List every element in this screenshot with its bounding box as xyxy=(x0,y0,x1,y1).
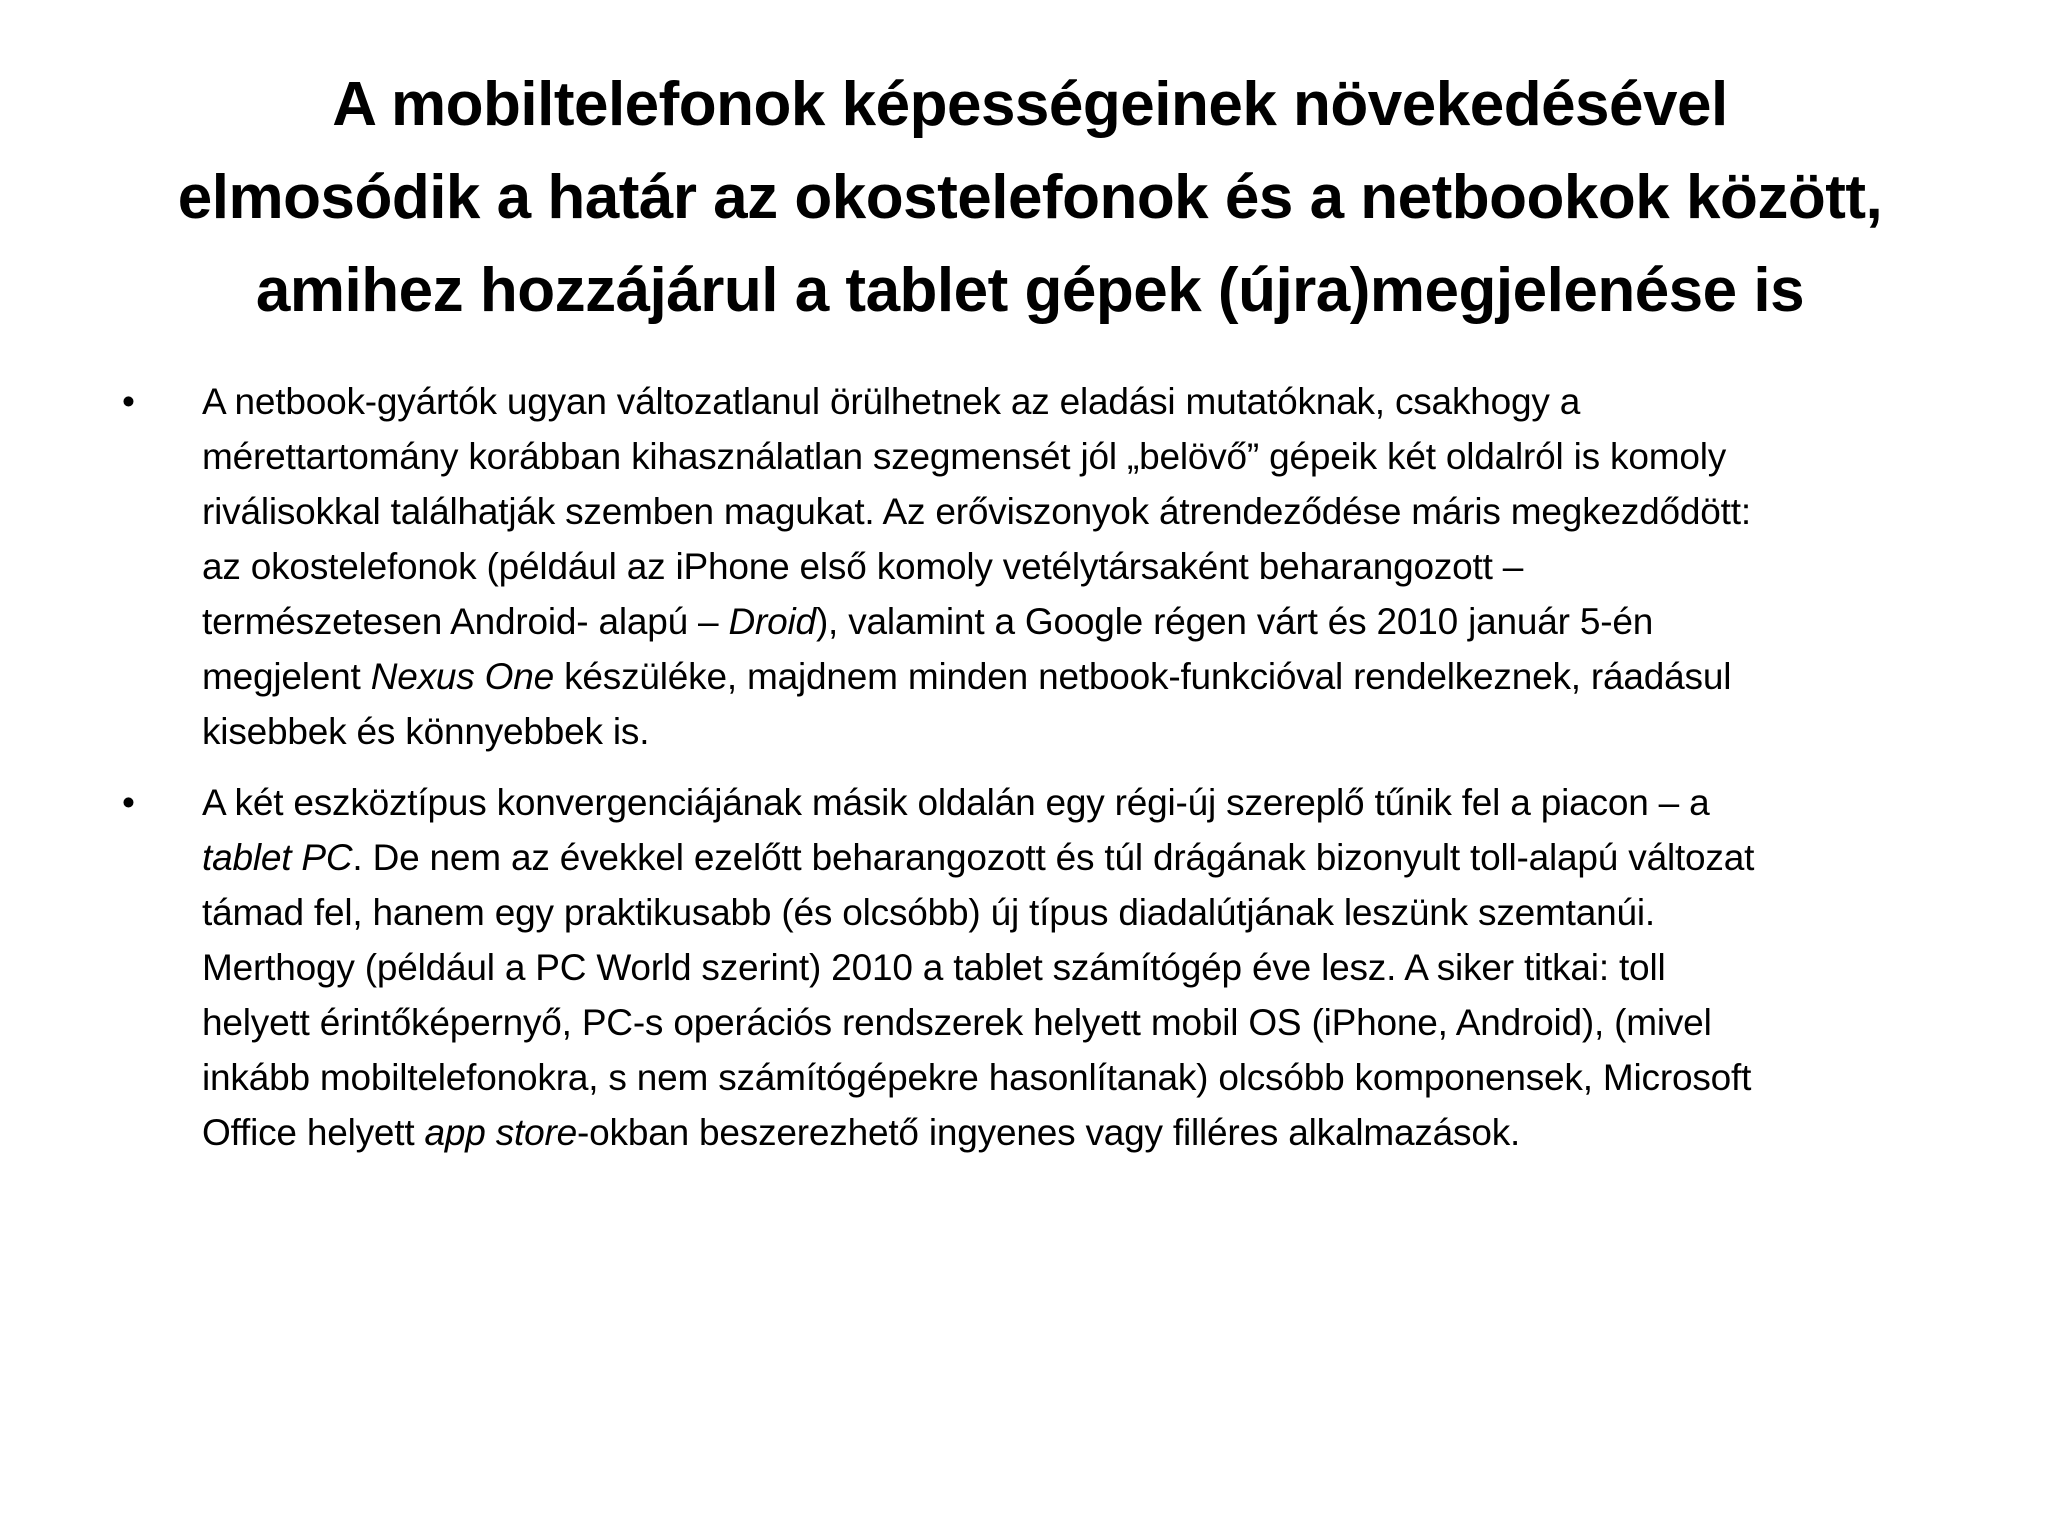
paragraph-line: inkább mobiltelefonokra, s nem számítógépekre hasonlítanak) olcsóbb komponensek, Microsoft xyxy=(202,1057,1752,1098)
paragraph-line xyxy=(202,594,2002,649)
slide-title-line: elmosódik a határ az okostelefonok és a netbookok között, xyxy=(177,163,1883,232)
paragraph-line: kisebbek és könnyebbek is. xyxy=(202,711,650,752)
italic-text-run: tablet PC xyxy=(202,837,353,878)
text-run: Office helyett xyxy=(202,1112,425,1153)
paragraph-line: Merthogy (például a PC World szerint) 2010 a tablet számítógép éve lesz. A siker titkai: toll xyxy=(202,947,1666,988)
paragraph-line: támad fel, hanem egy praktikusabb (és olcsóbb) új típus diadalútjának leszünk szemtanúi. xyxy=(202,892,1655,933)
italic-text-run: app store xyxy=(424,1112,578,1153)
slide-title-line: A mobiltelefonok képességeinek növekedésével xyxy=(332,70,1728,139)
bullet-item-tablets xyxy=(122,775,2002,1160)
text-run: -okban beszerezhető ingyenes vagy filléres alkalmazások. xyxy=(577,1112,1521,1153)
paragraph-line: A két eszköztípus konvergenciájának másik oldalán egy régi-új szereplő tűnik fel a piacon – a xyxy=(202,782,1710,823)
text-run: természetesen Android- alapú – xyxy=(202,601,729,642)
paragraph-line: A netbook-gyártók ugyan változatlanul örülhetnek az eladási mutatóknak, csakhogy a xyxy=(202,381,1581,422)
bullet-list xyxy=(122,374,2002,1160)
bullet-icon: • xyxy=(122,381,135,422)
paragraph-line: az okostelefonok (például az iPhone első komoly vetélytársaként beharangozott – xyxy=(202,546,1524,587)
text-run: ), valamint a Google régen várt és 2010 január 5-én xyxy=(815,601,1654,642)
paragraph-line: riválisokkal találhatják szemben magukat. Az erőviszonyok átrendeződése máris megkezdődött: xyxy=(202,491,1751,532)
paragraph-line: helyett érintőképernyő, PC-s operációs rendszerek helyett mobil OS (iPhone, Android), (mivel xyxy=(202,1002,1712,1043)
paragraph-line xyxy=(202,649,2002,704)
slide-title xyxy=(60,58,2000,337)
paragraph-line xyxy=(202,1105,2002,1160)
slide-title-line: amihez hozzájárul a tablet gépek (újra)megjelenése is xyxy=(255,256,1805,325)
text-run: megjelent xyxy=(202,656,371,697)
italic-text-run: Droid xyxy=(728,601,816,642)
bullet-item-netbooks xyxy=(122,374,2002,759)
paragraph-line: mérettartomány korábban kihasználatlan szegmensét jól „belövő” gépeik két oldalról is komoly xyxy=(202,436,1727,477)
italic-text-run: Nexus One xyxy=(370,656,555,697)
text-run: készüléke, majdnem minden netbook-funkcióval rendelkeznek, ráadásul xyxy=(554,656,1732,697)
paragraph-line xyxy=(202,830,2002,885)
text-run: . De nem az évekkel ezelőtt beharangozott és túl drágának bizonyult toll-alapú változat xyxy=(352,837,1755,878)
bullet-icon: • xyxy=(122,782,135,823)
